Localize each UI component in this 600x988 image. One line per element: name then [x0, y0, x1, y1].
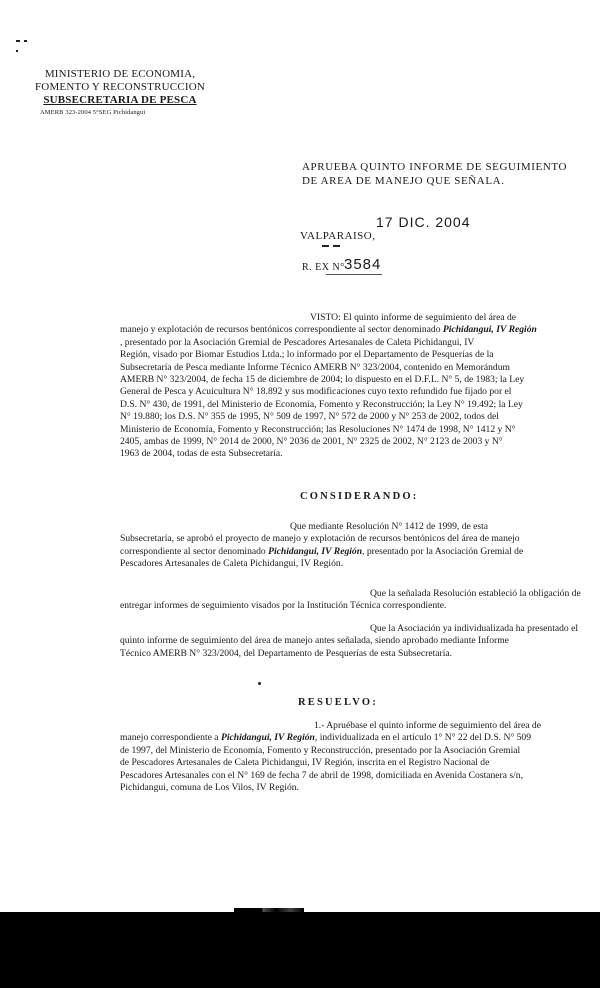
resuelvo-line: , individualizada en el artículo 1° N° 22 del D.S. N° 509 — [314, 732, 532, 744]
considerando-line: correspondiente al sector denominado — [120, 545, 269, 557]
visto-line: manejo y explotación de recursos bentónicos correspondiente al sector denominado — [120, 324, 441, 336]
resuelvo-line: Pichidangui, comuna de Los Vilos, IV Región. — [120, 782, 299, 794]
scan-mark — [24, 40, 27, 42]
visto-line: Subsecretaría de Pesca mediante Informe Técnico AMERB N° 323/2004, contenido en Memorándum — [120, 361, 510, 373]
ministry-line-1: MINISTERIO DE ECONOMIA, — [44, 68, 196, 80]
resolution-number: 3584 — [344, 256, 382, 273]
resolution-label: R. EX N° — [302, 262, 345, 273]
considerando-paragraph-2 — [120, 588, 586, 613]
visto-line: N° 19.880; los D.S. N° 355 de 1995, N° 509 de 1997, N° 572 de 2000 y N° 253 de 2002, todos del — [120, 411, 499, 423]
considerando-line: Que la Asociación ya individualizada ha presentado el — [370, 623, 579, 634]
scan-mark — [16, 50, 18, 52]
considerando-line: entregar informes de seguimiento visados por la Institución Técnica correspondiente. — [120, 600, 447, 612]
subsecretaria-title: SUBSECRETARIA DE PESCA — [43, 94, 197, 106]
visto-line: 1963 de 2004, todas de esta Subsecretaría. — [120, 448, 283, 460]
visto-line: D.S. N° 430, de 1991, del Ministerio de Economía, Fomento y Reconstrucción; la Ley N° 19.492; la Ley — [120, 398, 523, 410]
scan-edge-artifact — [234, 908, 304, 912]
considerando-line: Técnico AMERB N° 323/2004, del Departamento de Pesquerías de esta Subsecretaría. — [120, 647, 453, 659]
ministry-line-2: FOMENTO Y RECONSTRUCCION — [34, 81, 206, 93]
considerando-line: Que mediante Resolución N° 1412 de 1999, de esta — [290, 521, 489, 532]
place-label: VALPARAISO, — [300, 230, 376, 242]
considerando-area-name: Pichidangui, IV Región — [268, 545, 363, 557]
visto-line: AMERB N° 323/2004, de fecha 15 de diciembre de 2004; lo dispuesto en el D.F.L. N° 5, de 1983; la Ley — [120, 374, 525, 386]
considerando-paragraph-3 — [120, 623, 586, 660]
ministry-header — [30, 68, 210, 107]
considerando-line: Que la señalada Resolución estableció la obligación de — [370, 588, 581, 599]
visto-line: , presentado por la Asociación Gremial de Pescadores Artesanales de Caleta Pichidangui, IV — [120, 336, 475, 348]
resuelvo-line: de 1997, del Ministerio de Economía, Fomento y Reconstrucción, presentado por la Asociación Gremial — [120, 744, 521, 756]
visto-paragraph — [120, 312, 586, 461]
visto-line: 2405, ambas de 1999, N° 2014 de 2000, N° 2036 de 2001, N° 2325 de 2002, N° 2123 de 2003 y N° — [120, 436, 503, 448]
considerando-line: , presentado por la Asociación Gremial de — [362, 545, 524, 557]
considerando-heading: CONSIDERANDO: — [300, 491, 419, 502]
resuelvo-area-name: Pichidangui, IV Región — [220, 732, 315, 744]
visto-line: General de Pesca y Acuicultura N° 18.892 y sus modificaciones cuyo texto refundido fue fijado por el — [120, 386, 512, 398]
considerando-line: quinto informe de seguimiento del área de manejo antes señalada, siendo aprobado mediante Informe — [120, 635, 509, 647]
visto-label: VISTO: — [310, 312, 341, 323]
scan-mark — [16, 40, 20, 42]
title-line-1: APRUEBA QUINTO INFORME DE SEGUIMIENTO — [302, 161, 568, 173]
considerando-paragraph-1 — [120, 521, 586, 571]
resuelvo-line: Pescadores Artesanales con el N° 169 de fecha 7 de abril de 1998, domiciliada en Avenida Costanera s/n, — [120, 769, 524, 781]
resuelvo-heading: RESUELVO: — [298, 697, 378, 708]
resuelvo-line: de Pescadores Artesanales de Caleta Pichidangui, IV Región, inscrita en el Registro Nacional de — [120, 757, 490, 769]
resuelvo-line: manejo correspondiente a — [120, 732, 221, 744]
visto-line: El quinto informe de seguimiento del área de — [343, 312, 517, 323]
visto-line: Región, visado por Biomar Estudios Ltda.; lo informado por el Departamento de Pesquerías de la — [120, 349, 494, 361]
visto-area-name: Pichidangui, IV Región — [442, 324, 537, 336]
title-line-2: DE AREA DE MANEJO QUE SEÑALA. — [302, 175, 505, 187]
considerando-line: Subsecretaría, se aprobó el proyecto de manejo y explotación de recursos bentónicos del área de manejo — [120, 533, 520, 545]
document-title — [302, 160, 567, 188]
scan-mark — [258, 682, 261, 685]
dash-mark — [333, 245, 340, 247]
resolution-underline — [326, 274, 382, 275]
scan-bottom-band — [0, 912, 600, 988]
resuelvo-paragraph-1 — [120, 720, 586, 794]
document-reference: AMERB 323-2004 5°SEG Pichidangui — [40, 109, 146, 116]
dash-mark — [322, 245, 329, 247]
visto-line: Ministerio de Economía, Fomento y Reconstrucción; las Resoluciones N° 1474 de 1998, N° 1412 y N° — [120, 423, 516, 435]
resuelvo-line: 1.- Apruébase el quinto informe de seguimiento del área de — [314, 720, 541, 731]
date-stamp: 17 DIC. 2004 — [376, 214, 471, 230]
considerando-line: Pescadores Artesanales de Caleta Pichidangui, IV Región. — [120, 558, 344, 570]
